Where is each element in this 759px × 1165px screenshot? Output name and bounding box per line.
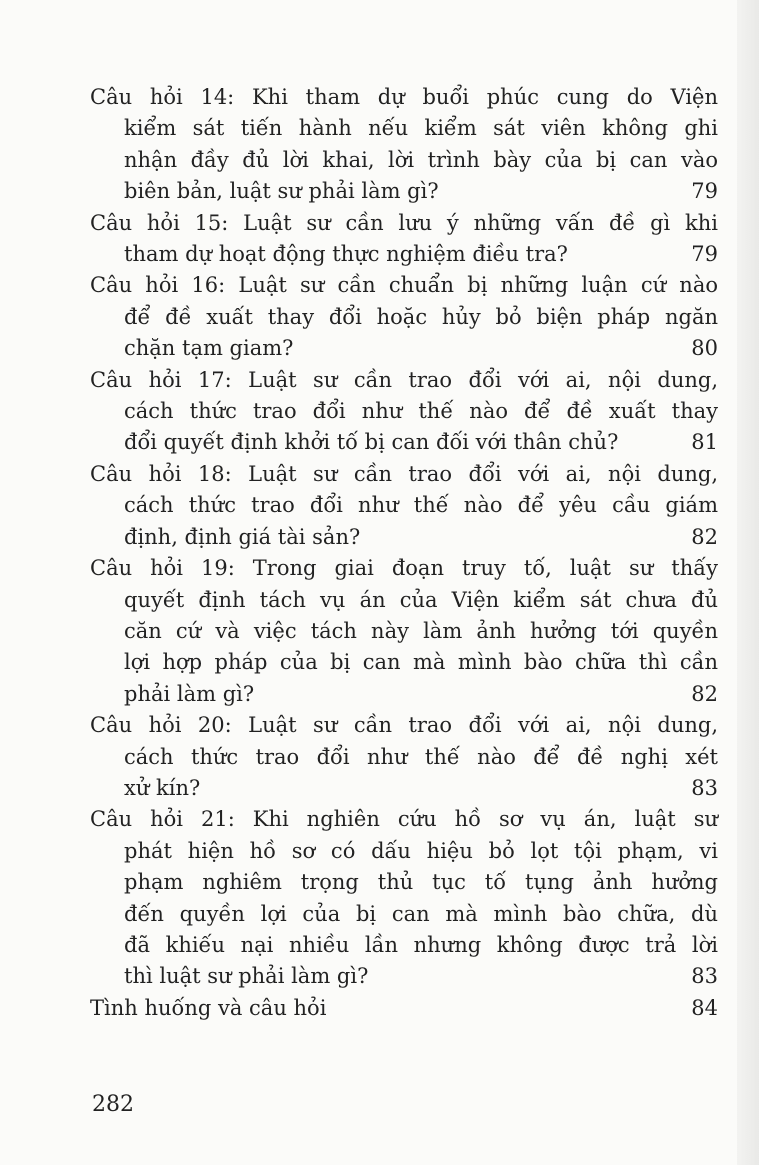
- table-of-contents: [90, 82, 718, 1024]
- toc-entry-text: cách thức trao đổi như thế nào để đề nghị xét: [124, 744, 718, 769]
- toc-entry-text: Câu hỏi 14: Khi tham dự buổi phúc cung do Viện: [90, 85, 718, 109]
- toc-entry-text: căn cứ và việc tách này làm ảnh hưởng tới quyền: [124, 618, 718, 643]
- toc-entry-page: 83: [691, 964, 718, 989]
- toc-entry-text: Tình huống và câu hỏi: [90, 995, 327, 1020]
- toc-entry-text: Câu hỏi 18: Luật sư cần trao đổi với ai, nội dung,: [90, 461, 718, 486]
- toc-entry-text: chặn tạm giam?: [124, 336, 294, 361]
- toc-entry: [90, 459, 718, 553]
- toc-entry-page: 82: [691, 681, 718, 706]
- page-edge: [737, 0, 759, 1165]
- toc-entry-text: để đề xuất thay đổi hoặc hủy bỏ biện pháp ngăn: [124, 304, 718, 329]
- toc-entry-text: cách thức trao đổi như thế nào để đề xuất thay: [124, 399, 718, 424]
- toc-entry-text: nhận đầy đủ lời khai, lời trình bày của bị can vào: [124, 147, 718, 172]
- toc-entry: [90, 82, 718, 208]
- toc-entry-last-line: [90, 961, 718, 992]
- toc-entry-last-line: [90, 333, 718, 364]
- toc-entry-text: lợi hợp pháp của bị can mà mình bào chữa thì cần: [124, 650, 718, 675]
- toc-entry-text: thì luật sư phải làm gì?: [124, 964, 369, 989]
- toc-entry-text: kiểm sát tiến hành nếu kiểm sát viên không ghi: [124, 116, 718, 141]
- toc-entry: [90, 553, 718, 710]
- toc-entry-text: quyết định tách vụ án của Viện kiểm sát chưa đủ: [124, 587, 718, 612]
- toc-entry-page: 83: [691, 775, 718, 800]
- page-number: 282: [92, 1092, 134, 1117]
- toc-entry-last-line: [90, 522, 718, 553]
- toc-entry: [90, 993, 718, 1024]
- toc-entry-page: 84: [691, 995, 718, 1020]
- toc-entry: [90, 710, 718, 804]
- toc-entry-text: định, định giá tài sản?: [124, 524, 361, 549]
- toc-entry-text: Câu hỏi 21: Khi nghiên cứu hồ sơ vụ án, luật sư: [90, 807, 718, 832]
- toc-entry-last-line: [90, 773, 718, 804]
- toc-entry-text: phát hiện hồ sơ có dấu hiệu bỏ lọt tội phạm, vi: [124, 838, 718, 863]
- toc-entry-last-line: [90, 176, 718, 207]
- toc-entry-text: Câu hỏi 16: Luật sư cần chuẩn bị những luận cứ nào: [90, 273, 718, 298]
- toc-entry-last-line: [90, 679, 718, 710]
- toc-entry-text: Câu hỏi 20: Luật sư cần trao đổi với ai, nội dung,: [90, 713, 718, 738]
- toc-entry-text: Câu hỏi 19: Trong giai đoạn truy tố, luật sư thấy: [90, 556, 718, 581]
- toc-entry: [90, 804, 718, 992]
- toc-entry-text: xử kín?: [124, 775, 201, 800]
- toc-entry: [90, 270, 718, 364]
- toc-entry-text: tham dự hoạt động thực nghiệm điều tra?: [124, 242, 568, 267]
- toc-entry-text: đã khiếu nại nhiều lần nhưng không được trả lời: [124, 932, 718, 957]
- toc-entry-text: đến quyền lợi của bị can mà mình bào chữa, dù: [124, 901, 718, 926]
- toc-entry-text: biên bản, luật sư phải làm gì?: [124, 179, 439, 204]
- toc-entry-text: Câu hỏi 15: Luật sư cần lưu ý những vấn đề gì khi: [90, 210, 718, 235]
- toc-entry-page: 79: [691, 179, 718, 204]
- toc-entry-text: Câu hỏi 17: Luật sư cần trao đổi với ai, nội dung,: [90, 367, 718, 392]
- toc-entry-page: 81: [691, 430, 718, 455]
- toc-entry-page: 80: [691, 336, 718, 361]
- toc-entry-last-line: [90, 427, 718, 458]
- toc-entry-last-line: [90, 239, 718, 270]
- toc-entry-text: đổi quyết định khởi tố bị can đối với thân chủ?: [124, 430, 619, 455]
- toc-entry: [90, 365, 718, 459]
- toc-entry-text: cách thức trao đổi như thế nào để yêu cầu giám: [124, 493, 718, 518]
- toc-entry-last-line: [90, 993, 718, 1024]
- toc-entry-page: 79: [691, 242, 718, 267]
- toc-entry: [90, 208, 718, 271]
- toc-entry-text: phải làm gì?: [124, 681, 255, 706]
- toc-entry-text: phạm nghiêm trọng thủ tục tố tụng ảnh hưởng: [124, 870, 718, 895]
- toc-entry-page: 82: [691, 524, 718, 549]
